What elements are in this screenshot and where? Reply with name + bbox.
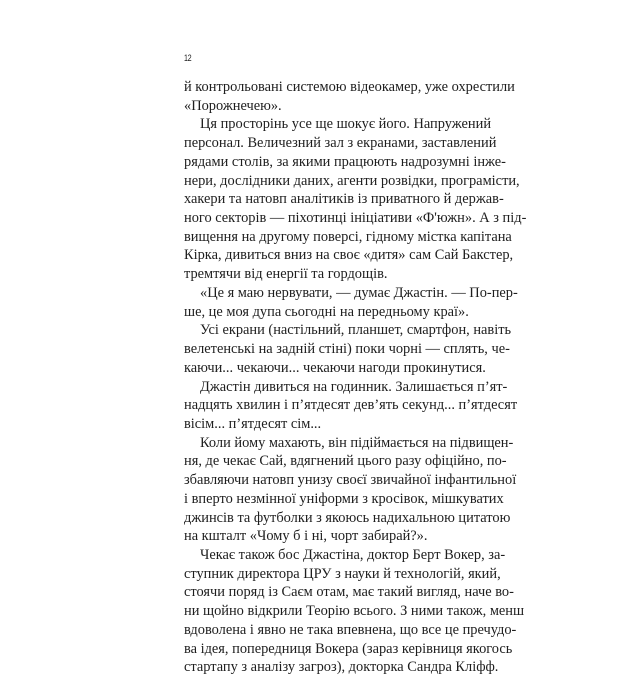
text-line: вищення на другому поверсі, гідному містка капітана — [184, 228, 512, 245]
text-line: ня, де чекає Сай, вдягнений цього разу офіційно, по- — [184, 453, 507, 470]
text-line: на кшталт «Чому б і ні, чорт забирай?». — [184, 528, 428, 545]
text-line: ступник директора ЦРУ з науки й технологій, який, — [184, 565, 501, 582]
text-line: рядами столів, за якими працюють надрозумні інже- — [184, 153, 506, 170]
text-line: Усі екрани (настільний, планшет, смартфон, навіть — [200, 322, 512, 339]
text-line: стартапу з аналізу загроз), докторка Сандра Кліфф. — [184, 659, 499, 676]
text-line: надцять хвилин і п’ятдесят дев’ять секунд... п’ятдесят — [184, 397, 518, 414]
text-line: збавляючи натовп унизу своєї звичайної інфантильної — [184, 472, 517, 489]
text-line: Кірка, дивиться вниз на своє «дитя» сам Сай Бакстер, — [184, 247, 514, 264]
text-line: і вперто незмінної уніформи з кросівок, мішкуватих — [184, 490, 504, 507]
text-line: «Порожнечею». — [184, 97, 282, 114]
text-line: ни щойно відкрили Теорію всього. З ними також, менш — [184, 603, 525, 620]
text-line: хакери та натовп аналітиків із приватного й держав- — [184, 191, 504, 208]
text-line: каючи... чекаючи... чекаючи нагоди прокинутися. — [184, 359, 486, 376]
text-line: Коли йому махають, він підіймається на підвищен- — [200, 434, 514, 451]
body-text — [184, 78, 527, 677]
text-line: Чекає також бос Джастіна, доктор Берт Вокер, за- — [200, 546, 506, 563]
page-number: 12 — [184, 53, 192, 63]
text-line: тремтячи від енергії та гордощів. — [184, 266, 388, 283]
text-line: й контрольовані системою відеокамер, уже охрестили — [184, 79, 515, 95]
text-line: вісім... п’ятдесят сім... — [184, 415, 322, 432]
text-line: «Це я маю нервувати, — думає Джастін. — По-пер- — [200, 284, 518, 301]
text-line: Ця просторінь усе ще шокує його. Напружений — [200, 116, 492, 133]
text-line: Джастін дивиться на годинник. Залишається п’ят- — [200, 378, 508, 395]
text-line: ше, це моя дупа сьогодні на передньому краї». — [184, 303, 469, 320]
text-line: ного секторів — піхотинці ініціативи «Ф'южн». А з під- — [184, 210, 527, 227]
text-line: стоячи поряд із Саєм отам, має такий вигляд, наче во- — [184, 584, 514, 601]
text-line: джинсів та футболки з якоюсь надихальною цитатою — [184, 509, 511, 526]
text-line: ва ідея, попередниця Вокера (зараз керівниця якогось — [184, 640, 513, 657]
text-line: персонал. Величезний зал з екранами, заставлений — [184, 135, 497, 152]
text-line: вдоволена і явно не така впевнена, що все це пречудо- — [184, 621, 517, 638]
text-line: нери, дослідники даних, агенти розвідки, програмісти, — [184, 172, 520, 189]
text-line: велетенські на задній стіні) поки чорні — сплять, че- — [184, 341, 510, 358]
